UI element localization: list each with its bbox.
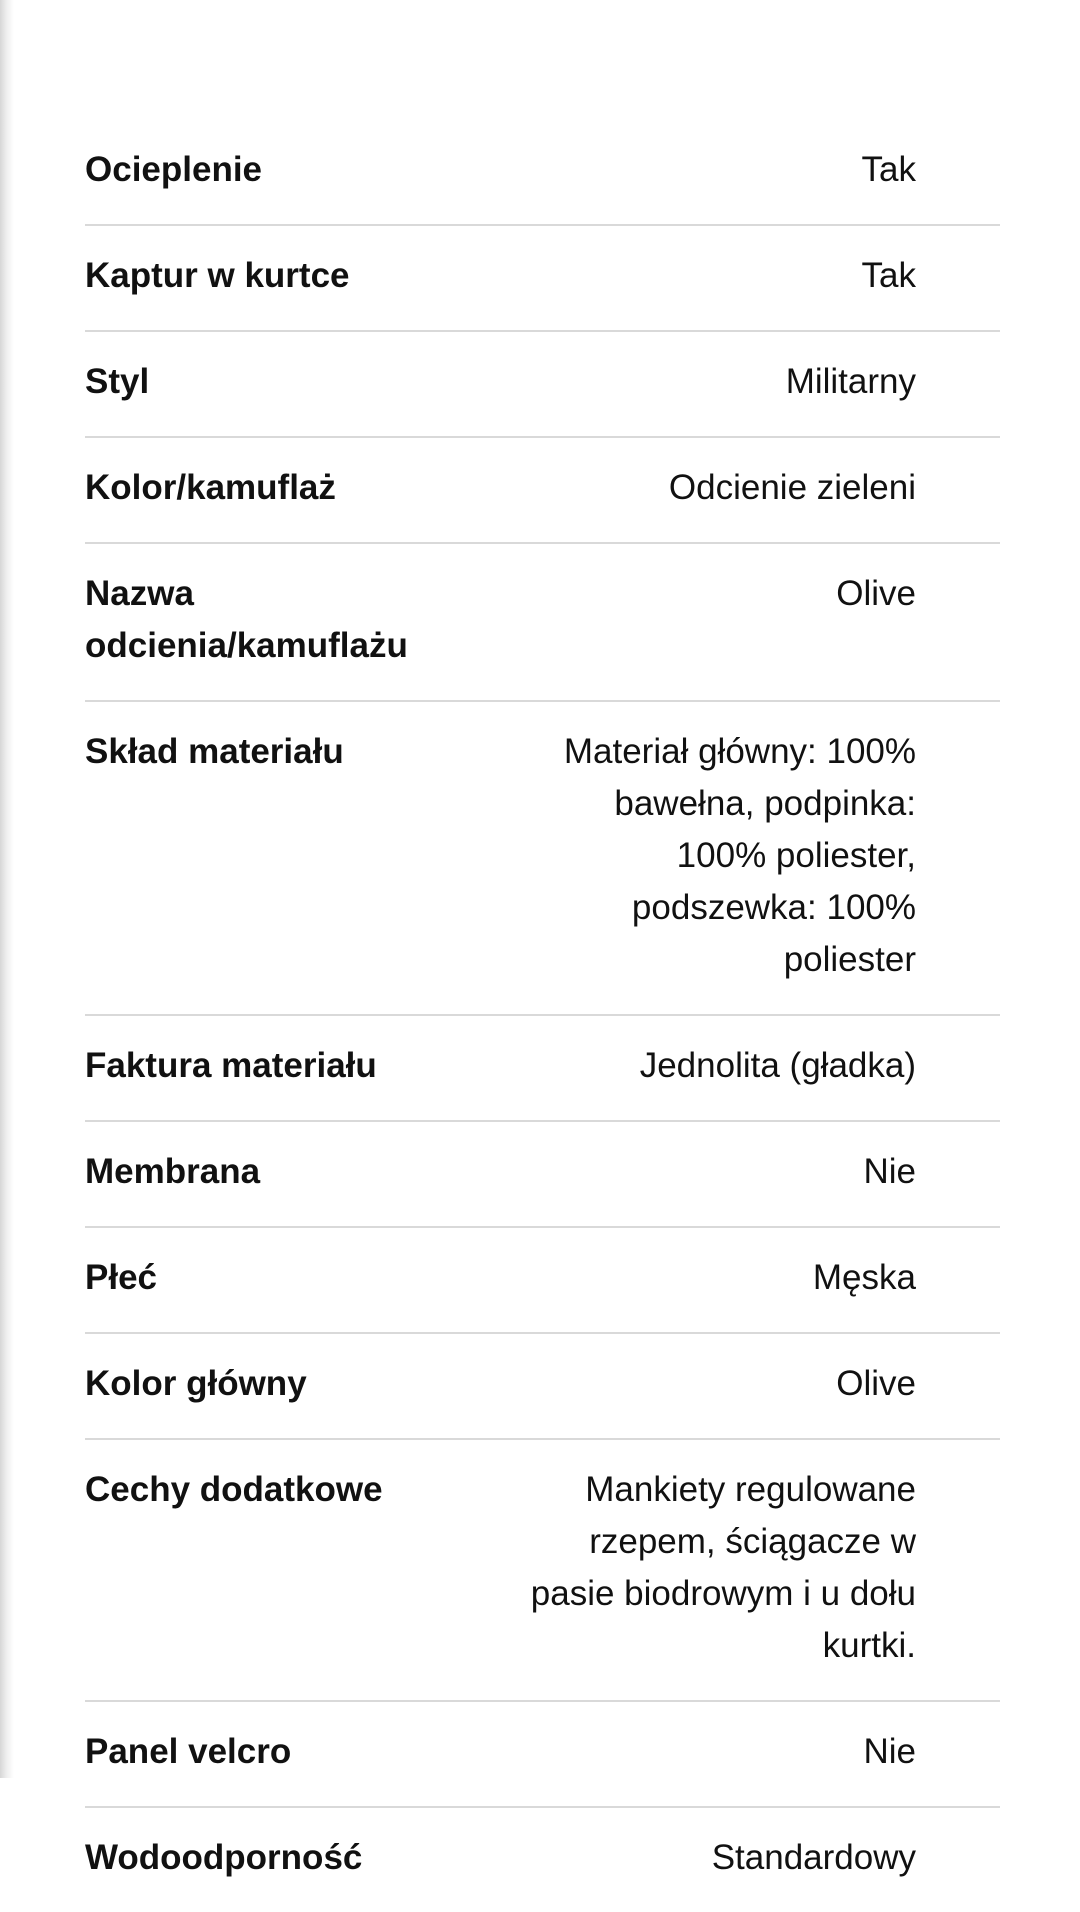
- spec-value: Jednolita (gładka): [639, 1046, 916, 1085]
- spec-value: Materiał główny: 100% bawełna, podpinka: 100% poliester, podszewka: 100% poliester: [563, 732, 916, 979]
- spec-value: Mankiety regulowane rzepem, ściągacze w pasie biodrowym i u dołu kurtki.: [530, 1470, 916, 1665]
- spec-value: Tak: [861, 150, 916, 189]
- spec-row-panel-velcro: [85, 1702, 1000, 1808]
- spec-value: Męska: [812, 1258, 916, 1297]
- spec-row-styl: [85, 332, 1000, 438]
- spec-row-sklad-materialu: [85, 702, 1000, 1016]
- spec-value: Nie: [863, 1732, 916, 1771]
- spec-label: Panel velcro: [85, 1732, 292, 1771]
- spec-row-kolor-kamuflaz: [85, 438, 1000, 544]
- spec-row-plec: [85, 1228, 1000, 1334]
- spec-value: Standardowy: [711, 1838, 916, 1877]
- spec-value: Militarny: [785, 362, 916, 401]
- spec-label: Faktura materiału: [85, 1046, 377, 1085]
- spec-value: Odcienie zieleni: [668, 468, 916, 507]
- spec-label: Nazwa odcienia/kamuflażu: [85, 574, 408, 665]
- spec-row-ocieplenie: [85, 120, 1000, 226]
- spec-row-wodoodpornosc: [85, 1808, 1000, 1912]
- spec-label: Styl: [85, 362, 150, 401]
- spec-row-kolor-glowny: [85, 1334, 1000, 1440]
- spec-label: Wodoodporność: [85, 1838, 363, 1877]
- spec-label: Membrana: [85, 1152, 261, 1191]
- spec-label: Cechy dodatkowe: [85, 1470, 383, 1509]
- spec-label: Kolor/kamuflaż: [85, 468, 336, 507]
- spec-label: Płeć: [85, 1258, 157, 1297]
- spec-label: Ocieplenie: [85, 150, 263, 189]
- spec-value: Olive: [836, 1364, 916, 1403]
- spec-value: Tak: [861, 256, 916, 295]
- spec-label: Kolor główny: [85, 1364, 307, 1403]
- left-edge-shadow: [0, 0, 14, 1778]
- spec-value: Olive: [836, 574, 916, 613]
- spec-row-faktura-materialu: [85, 1016, 1000, 1122]
- spec-label: Skład materiału: [85, 732, 344, 771]
- spec-row-cechy-dodatkowe: [85, 1440, 1000, 1702]
- spec-value: Nie: [863, 1152, 916, 1191]
- spec-row-kaptur: [85, 226, 1000, 332]
- spec-row-membrana: [85, 1122, 1000, 1228]
- spec-row-nazwa-odcienia: [85, 544, 1000, 702]
- spec-label: Kaptur w kurtce: [85, 256, 350, 295]
- product-spec-table: [85, 120, 1000, 1912]
